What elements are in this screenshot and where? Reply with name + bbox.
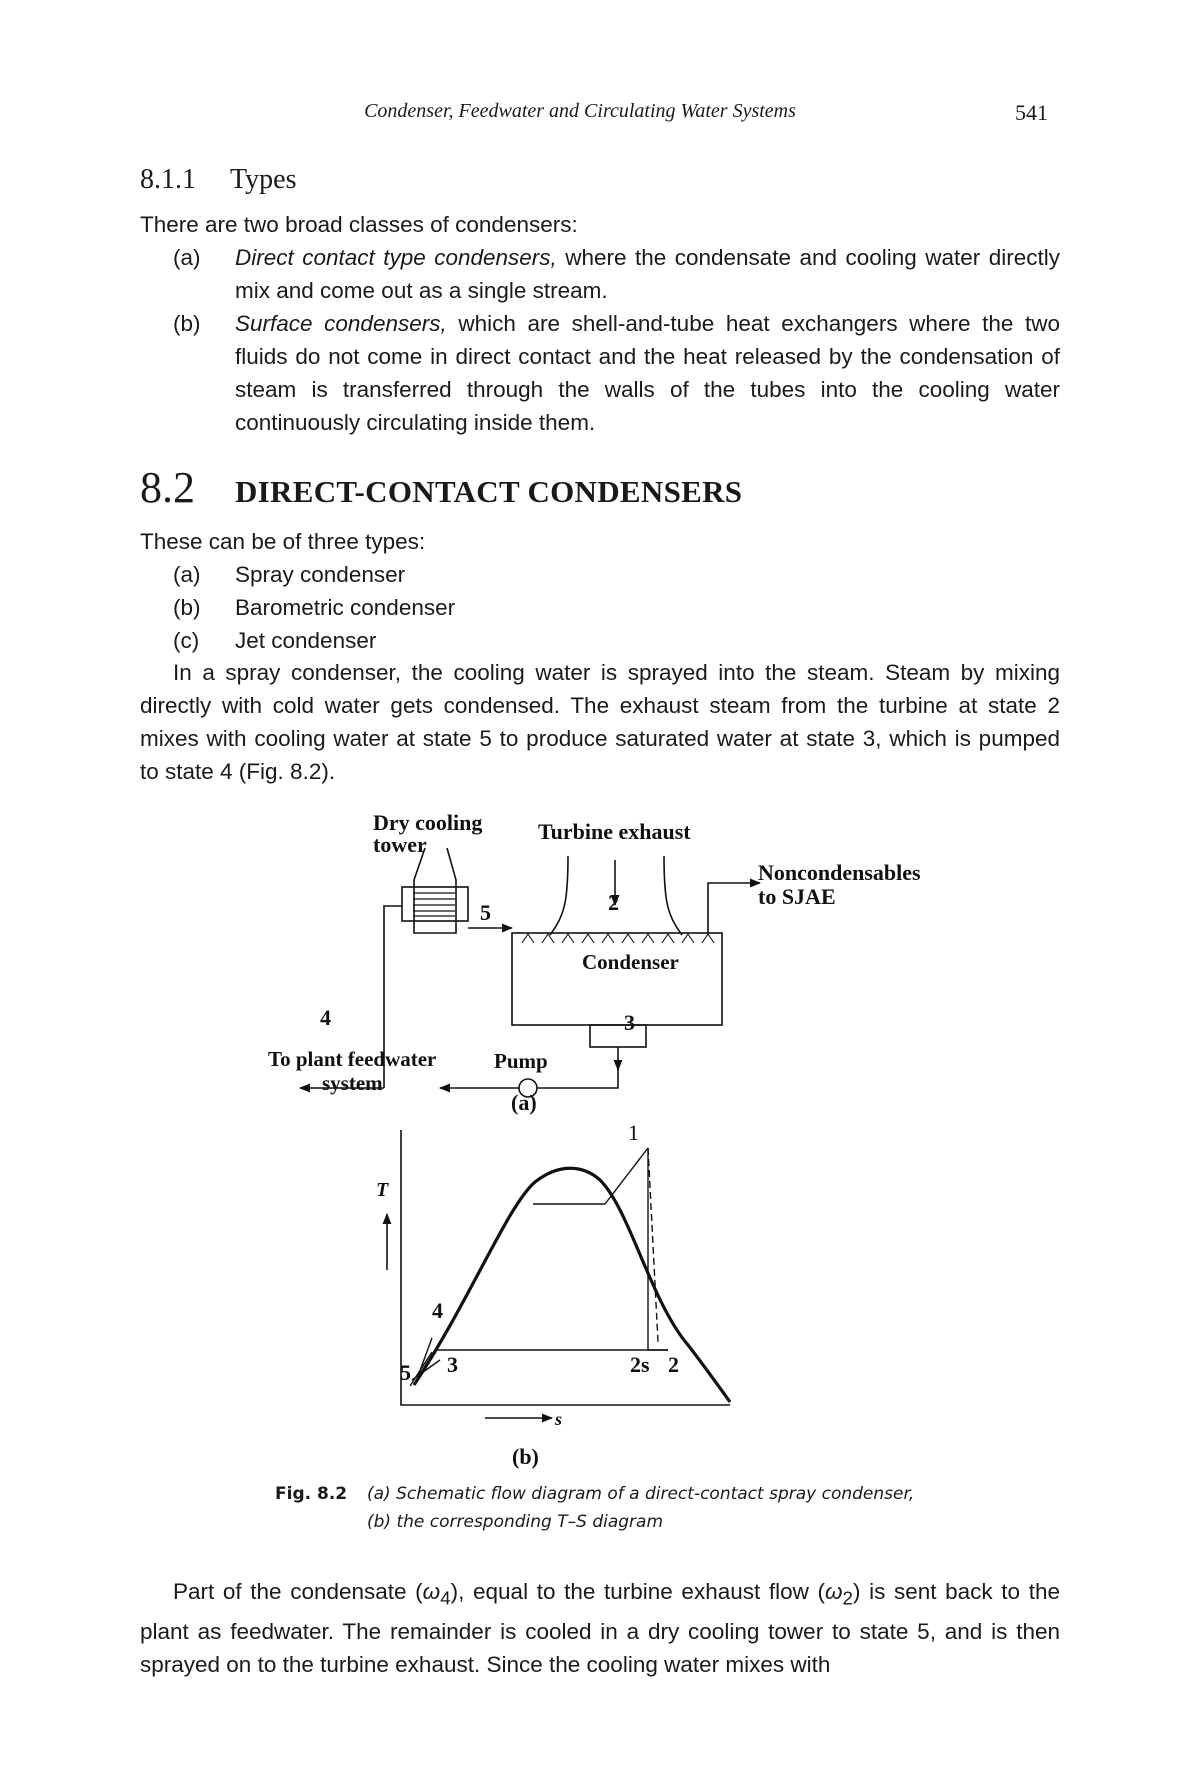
paragraph-text: ), equal to the turbine exhaust flow ( — [450, 1579, 826, 1604]
state-label: 4 — [320, 1005, 331, 1030]
omega-symbol: ω — [422, 1579, 441, 1604]
list-text: Barometric condenser — [235, 595, 456, 620]
section-title: DIRECT-CONTACT CONDENSERS — [235, 474, 743, 509]
subscript: 4 — [440, 1587, 451, 1609]
t-axis-label: T — [376, 1179, 389, 1201]
subsection-number: 8.1.1 — [140, 164, 196, 195]
list-term: Direct contact type condensers, — [235, 245, 557, 270]
omega-symbol: ω — [825, 1579, 843, 1604]
list-marker: (b) — [173, 595, 201, 620]
ts-labels — [376, 1120, 679, 1469]
schematic-labels — [268, 810, 921, 1115]
list-marker: (a) — [173, 562, 201, 587]
state-label: 2 — [668, 1352, 679, 1377]
s-axis-label: s — [555, 1409, 563, 1429]
closing-paragraph — [140, 1575, 1060, 1681]
caption-label: Fig. 8.2 — [275, 1484, 348, 1504]
list-term: Surface condensers, — [235, 311, 447, 336]
caption-text: (b) the corresponding T–S diagram — [367, 1512, 664, 1532]
list-marker: (b) — [173, 311, 201, 336]
ts-sublabel: (b) — [512, 1444, 539, 1469]
list-text: Jet condenser — [235, 628, 377, 653]
running-head: Condenser, Feedwater and Circulating Water Systems — [364, 100, 796, 122]
list-text: Spray condenser — [235, 562, 406, 587]
subscript: 2 — [842, 1587, 853, 1609]
state-label: 2 — [608, 890, 619, 915]
section-number: 8.2 — [140, 463, 195, 512]
noncondensables-label: Noncondensables — [758, 860, 921, 885]
state-label: 5 — [400, 1360, 411, 1385]
state-label: 4 — [432, 1298, 443, 1323]
list-text: which are shell-and-tube heat exchangers where the two fluids do not come in direct contact and the heat released by the condensation of steam is transferred through the walls of the tubes into the cooling water continuously circulating inside them. — [235, 311, 1060, 435]
dry-cooling-tower — [402, 848, 468, 933]
state-label: 1 — [628, 1120, 639, 1145]
section-intro: These can be of three types: — [140, 529, 426, 554]
body-paragraph: In a spray condenser, the cooling water is sprayed into the steam. Steam by mixing directly with cold water gets condensed. The exhaust steam from the turbine at state 2 mixes with cooling water at state 5 to produce saturated water at state 3, which is pumped to state 4 (Fig. 8.2). — [140, 660, 1060, 784]
figure-caption — [275, 1480, 1035, 1536]
schematic-sublabel: (a) — [511, 1090, 537, 1115]
pump-label: Pump — [494, 1049, 548, 1073]
feedwater-label: system — [322, 1071, 383, 1095]
condenser-label: Condenser — [582, 950, 679, 974]
list-marker: (a) — [173, 245, 201, 270]
page-number: 541 — [1015, 100, 1048, 125]
caption-text: (a) Schematic flow diagram of a direct-contact spray condenser, — [367, 1484, 915, 1504]
state-label: 5 — [480, 900, 491, 925]
state-label: 2s — [630, 1352, 650, 1377]
paragraph-text: Part of the condensate ( — [173, 1579, 423, 1604]
dry-cooling-tower-label: tower — [373, 832, 427, 857]
noncondensables-label: to SJAE — [758, 884, 836, 909]
subsection-intro: There are two broad classes of condensers: — [140, 212, 578, 237]
dry-cooling-tower-label: Dry cooling — [373, 810, 483, 835]
paragraph-text: ) is sent back to the plant as feedwater. The remainder is cooled in a dry cooling tower to state 5, and is then sprayed on to the turbine exhaust. Since the cooling water mixes with — [140, 1579, 1060, 1677]
list-marker: (c) — [173, 628, 200, 653]
list-text: where the condensate and cooling water directly mix and come out as a single stream. — [235, 245, 1061, 303]
state-label: 3 — [447, 1352, 458, 1377]
feedwater-label: To plant feedwater — [268, 1047, 437, 1071]
subsection-title: Types — [230, 164, 297, 195]
turbine-exhaust-label: Turbine exhaust — [538, 819, 691, 844]
state-label: 3 — [624, 1010, 635, 1035]
